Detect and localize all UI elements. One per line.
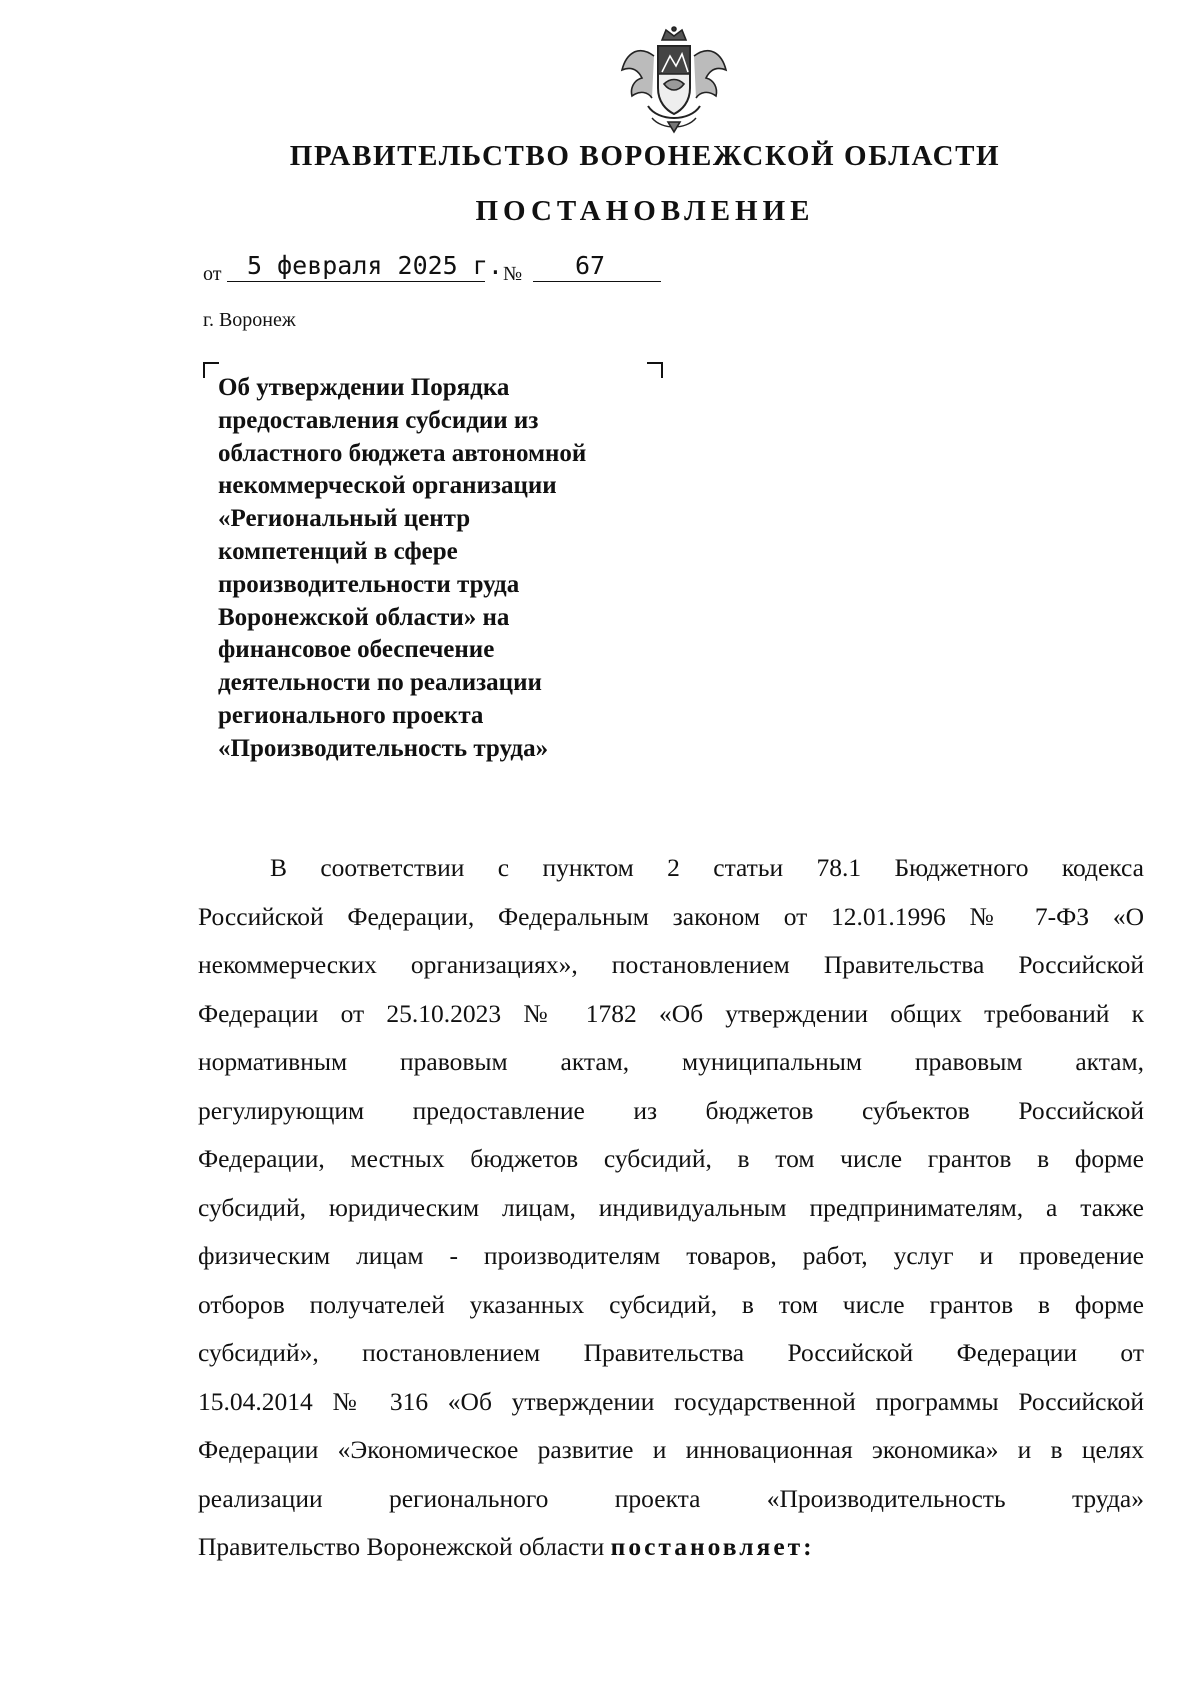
subject-line: производительности труда xyxy=(218,570,520,598)
body-line: В соответствии с пунктом 2 статьи 78.1 Бюджетного кодекса xyxy=(270,853,1144,882)
coat-of-arms-emblem xyxy=(618,26,730,134)
date-prefix: от xyxy=(203,263,222,285)
body-line: некоммерческих организациях», постановлением Правительства Российской xyxy=(198,950,1144,979)
closing-emphasis: постановляет: xyxy=(610,1532,815,1561)
body-line: Федерации от 25.10.2023 № 1782 «Об утверждении общих требований к xyxy=(198,998,1144,1028)
subject-line: деятельности по реализации xyxy=(218,669,542,697)
closing-line xyxy=(198,1523,1144,1572)
body-line: субсидий», постановлением Правительства Российской Федерации от xyxy=(198,1338,1144,1367)
subject-line: «Региональный центр xyxy=(218,505,471,533)
subject-line: «Производительность труда» xyxy=(218,734,549,762)
body-line: 15.04.2014 № 316 «Об утверждении государственной программы Российской xyxy=(198,1386,1144,1416)
document-subject xyxy=(218,372,688,766)
organization-title: ПРАВИТЕЛЬСТВО ВОРОНЕЖСКОЙ ОБЛАСТИ xyxy=(289,140,1001,172)
body-line: реализации регионального проекта «Производительность труда» xyxy=(198,1483,1144,1513)
subject-line: регионального проекта xyxy=(218,701,484,729)
document-date: 5 февраля 2025 г. xyxy=(247,251,503,280)
date-underline xyxy=(227,281,485,282)
body-line: нормативным правовым актам, муниципальным правовым актам, xyxy=(198,1047,1144,1076)
closing-text: Правительство Воронежской области xyxy=(198,1532,611,1561)
body-line: Федерации, местных бюджетов субсидий, в том числе грантов в форме xyxy=(198,1144,1144,1173)
subject-line: финансовое обеспечение xyxy=(218,636,495,664)
subject-line: предоставления субсидии из xyxy=(218,406,539,434)
date-number-row xyxy=(203,252,673,292)
subject-line: Воронежской области» на xyxy=(218,603,510,631)
document-number: 67 xyxy=(575,251,606,280)
subject-line: некоммерческой организации xyxy=(218,472,557,500)
city-line: г. Воронеж xyxy=(203,309,296,331)
body-line: Федерации «Экономическое развитие и инновационная экономика» и в целях xyxy=(198,1435,1144,1464)
number-prefix: № xyxy=(503,263,523,285)
body-line: регулирующим предоставление из бюджетов субъектов Российской xyxy=(198,1095,1144,1125)
subject-line: компетенций в сфере xyxy=(218,537,458,565)
subject-line: Об утверждении Порядка xyxy=(218,374,510,401)
preamble-paragraph xyxy=(198,844,1144,1572)
document-type-title: ПОСТАНОВЛЕНИЕ xyxy=(475,195,815,227)
body-line: отборов получателей указанных субсидий, в том числе грантов в форме xyxy=(198,1289,1144,1319)
body-line: физическим лицам - производителям товаров, работ, услуг и проведение xyxy=(198,1241,1144,1270)
body-line: Российской Федерации, Федеральным законом от 12.01.1996 № 7-ФЗ «О xyxy=(198,901,1144,931)
number-underline xyxy=(533,281,661,282)
body-line: субсидий, юридическим лицам, индивидуальным предпринимателям, а также xyxy=(198,1192,1144,1222)
subject-corner-left xyxy=(203,362,219,378)
subject-line: областного бюджета автономной xyxy=(218,439,587,467)
